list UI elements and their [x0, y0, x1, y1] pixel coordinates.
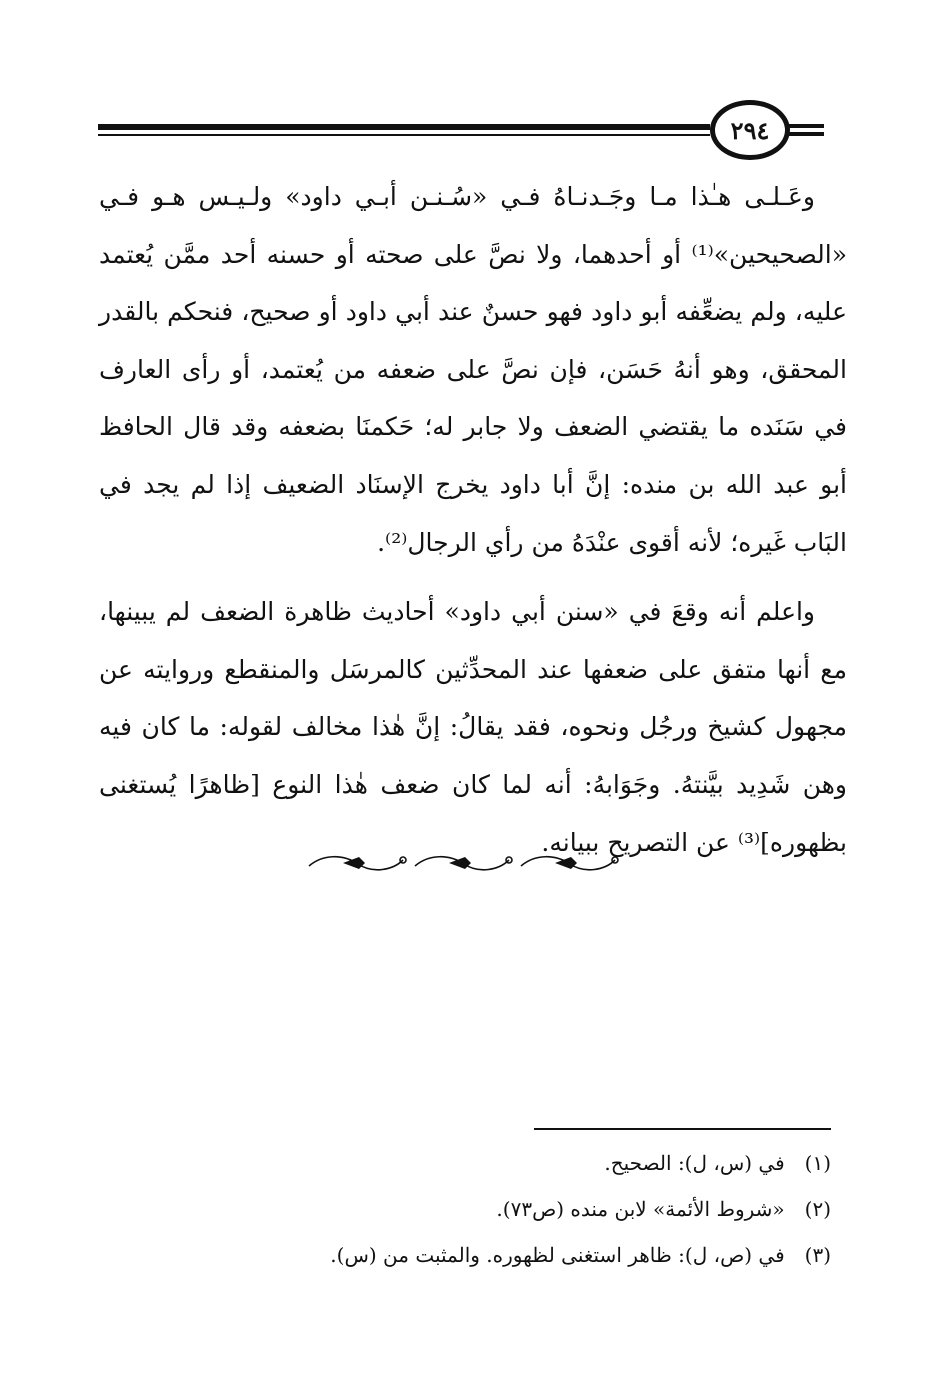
footnotes — [181, 1140, 831, 1278]
footnote-item — [181, 1232, 831, 1278]
footnote-number: (٣) — [804, 1243, 831, 1267]
header-rule-tail — [788, 124, 824, 136]
page-header — [98, 100, 847, 160]
footnote-number: (١) — [804, 1151, 831, 1175]
footnote-text: في (س، ل): الصحيح. — [604, 1151, 785, 1175]
section-divider-ornament — [303, 848, 623, 878]
header-rule-thick — [98, 124, 710, 130]
paragraph-1: وعَـلـى هـٰذا مـا وجَـدنـاهُ فـي «سُـنـن أبـي داود» ولـيـس هـو فـي «الصحيحين»⁽¹⁾ أو أحدهما، ولا نصَّ على صحته أو حسنه أحد ممَّن يُعتمد عليه، ولم يضعِّفه أبو داود فهو حسنٌ عند أبي داود أو صحيح، فنحكم بالقدر المحقق، وهو أنهُ حَسَن، فإن نصَّ على ضعفه من يُعتمد، أو رأى العارف في سَنَده ما يقتضي الضعف ولا جابر له؛ حَكمنَا بضعفه وقد قال الحافظ أبو عبد الله بن منده: إنَّ أبا داود يخرج الإسنَاد الضعيف إذا لم يجد في البَاب غَيره؛ لأنه أقوى عنْدَهُ من رأي الرجال⁽²⁾. — [99, 182, 847, 557]
main-text — [99, 168, 847, 871]
paragraph-2: واعلم أنه وقعَ في «سنن أبي داود» أحاديث ظاهرة الضعف لم يبينها، مع أنها متفق على ضعفها عند المحدِّثين كالمرسَل والمنقطع وروايته عن مجهول كشيخ ورجُل ونحوه، فقد يقالُ: إنَّ هٰذا مخالف لقوله: ما كان فيه وهن شَدِيد بيَّنتهُ. وجَوَابهُ: أنه لما كان ضعف هٰذا النوع [ظاهرًا يُستغنى بظهوره]⁽³⁾ عن التصريح ببيانه. — [99, 597, 847, 857]
page-number: ٢٩٤ — [710, 100, 790, 160]
footnote-item — [181, 1186, 831, 1232]
footnote-separator — [534, 1128, 831, 1130]
footnote-text: في (ص، ل): ظاهر استغنى لظهوره. والمثبت من (س). — [330, 1243, 785, 1267]
footnote-number: (٢) — [804, 1197, 831, 1221]
footnote-text: «شروط الأئمة» لابن منده (ص٧٣). — [496, 1197, 785, 1221]
footnote-item — [181, 1140, 831, 1186]
header-rule-thin — [98, 134, 710, 136]
